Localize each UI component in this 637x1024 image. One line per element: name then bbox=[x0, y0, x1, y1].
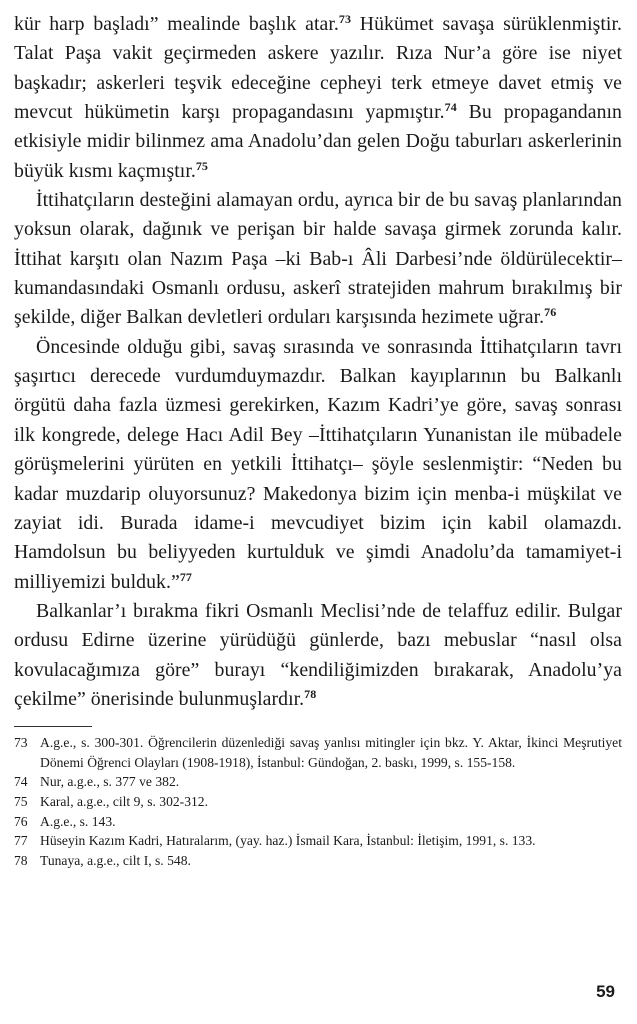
footnote-number: 76 bbox=[14, 813, 28, 829]
footnote bbox=[14, 831, 622, 851]
text-segment: kür harp başladı” mealinde başlık atar. bbox=[14, 13, 339, 35]
footnote-number: 73 bbox=[14, 735, 28, 751]
footnote-reference: 77 bbox=[179, 569, 192, 584]
footnote-number: 75 bbox=[14, 794, 28, 810]
footnote-text: A.g.e., s. 300-301. Öğrencilerin düzenlediği savaş yanlısı mitingler için bkz. Y. Aktar, İkinci Meşrutiyet Dönemi Öğrenci Olayları (1908-1918), İstanbul: Gündoğan, 2. baskı, 1999, s. 155-158. bbox=[40, 735, 622, 770]
footnote-number: 78 bbox=[14, 852, 28, 868]
footnote-reference: 74 bbox=[444, 100, 457, 115]
footnote bbox=[14, 812, 622, 832]
footnote bbox=[14, 792, 622, 812]
footnote-number: 74 bbox=[14, 774, 28, 790]
text-segment: Bu propagandanın etkisiyle midir bilinmez ama Anadolu’dan gelen Doğu taburları askerlerinin büyük kısmı kaçmıştır. bbox=[14, 101, 622, 182]
footnote-reference: 76 bbox=[544, 305, 557, 320]
footnote-text: A.g.e., s. 143. bbox=[40, 813, 116, 829]
text-segment: Hükümet savaşa sürüklenmiştir. Talat Paşa vakit geçirmeden askere yazılır. Rıza Nur’a göre ise niyet başkadır; askerleri teşvik edeceğine cepheyi terk etmeye davet etmiş ve mevcut hükümetin karşı propagandasını yapmıştır. bbox=[14, 13, 622, 124]
paragraph bbox=[14, 597, 622, 714]
paragraph bbox=[14, 333, 622, 597]
footnote-text: Nur, a.g.e., s. 377 ve 382. bbox=[40, 774, 180, 790]
footnote-text: Tunaya, a.g.e., cilt I, s. 548. bbox=[40, 852, 191, 868]
book-page bbox=[14, 0, 622, 870]
footnote-number: 77 bbox=[14, 833, 28, 849]
footnote-reference: 75 bbox=[195, 158, 208, 173]
footnote bbox=[14, 772, 622, 792]
footnote-text: Hüseyin Kazım Kadri, Hatıralarım, (yay. haz.) İsmail Kara, İstanbul: İletişim, 1991, s. 133. bbox=[40, 833, 536, 849]
paragraph bbox=[14, 186, 622, 333]
text-segment: Balkanlar’ı bırakma fikri Osmanlı Meclisi’nde de telaffuz edilir. Bulgar ordusu Edirne üzerine yürüdüğü günlerde, bazı mebuslar “nasıl olsa kovulacağımıza göre” burayı “kendiliğimizden bırakarak, Anadolu’ya çekilme” önerisinde bulunmuşlardır. bbox=[14, 599, 622, 710]
footnotes bbox=[14, 733, 622, 870]
footnote-text: Karal, a.g.e., cilt 9, s. 302-312. bbox=[40, 794, 208, 810]
footnote-divider bbox=[14, 726, 92, 727]
footnote bbox=[14, 851, 622, 871]
footnote-reference: 73 bbox=[338, 12, 352, 26]
page-number: 59 bbox=[596, 982, 615, 1001]
paragraph bbox=[14, 10, 622, 186]
text-segment: Öncesinde olduğu gibi, savaş sırasında ve sonrasında İttihatçıların tavrı şaşırtıcı derecede vurdumduymazdır. Balkan kayıplarının bu Balkanlı örgütü daha fazla üzmesi gerekirken, Kazım Kadri’ye göre, savaş sonrası ilk kongrede, delege Hacı Adil Bey –İttihatçıların Yunanistan ile mübadele görüşmelerini yürüten en yetkili İttihatçı– şöyle seslenmiştir: “Neden bu kadar muzdarip oluyorsunuz? Makedonya bizim için menba-i müşkilat ve zayiat idi. Burada idame-i mevcudiyet bizim için kabil olamazdı. Hamdolsun bu beliyyeden kurtulduk ve şimdi Anadolu’da tamamiyet-i milliyemizi bulduk.” bbox=[14, 335, 622, 593]
footnote bbox=[14, 733, 622, 772]
footnote-reference: 78 bbox=[304, 686, 317, 701]
text-segment: İttihatçıların desteğini alamayan ordu, ayrıca bir de bu savaş planlarından yoksun olarak, dağınık ve perişan bir halde savaşa girmek zorunda kalır. İttihat karşıtı olan Nazım Paşa –ki Bab-ı Âli Darbesi’nde öldürülecektir– kumandasındaki Osmanlı ordusu, askerî stratejiden mahrum bırakılmış bir şekilde, diğer Balkan devletleri orduları karşısında hezimete uğrar. bbox=[14, 189, 622, 329]
body-text bbox=[14, 10, 622, 714]
